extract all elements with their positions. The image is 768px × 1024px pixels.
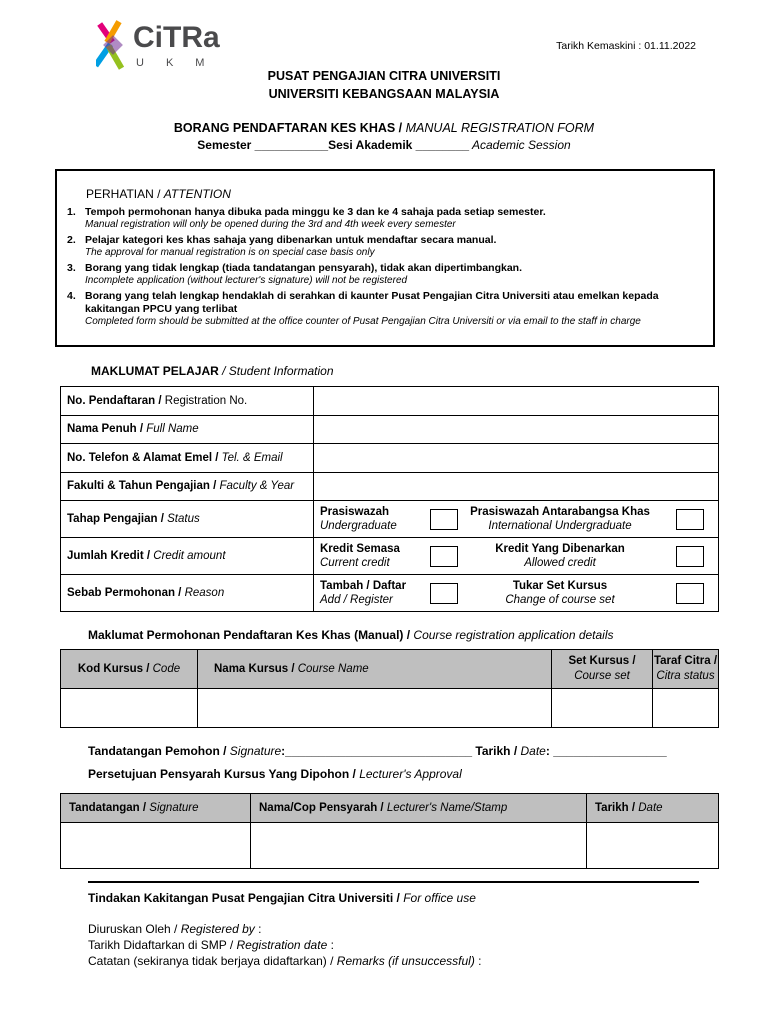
lecturer-approval-title: Persetujuan Pensyarah Kursus Yang Dipohon / Lecturer's Approval — [88, 767, 462, 781]
faculty-year-field[interactable] — [314, 472, 719, 501]
last-updated-date: Tarikh Kemaskini : 01.11.2022 — [556, 40, 696, 52]
col-course-set: Set Kursus / Course set — [552, 650, 653, 689]
applicant-signature-line: Tandatangan Pemohon / Signature:____________________________ Tarikh / Date: _________________ — [88, 744, 667, 758]
remarks-line: Catatan (sekiranya tidak berjaya didaftarkan) / Remarks (if unsuccessful) : — [88, 954, 482, 968]
university-name: UNIVERSITI KEBANGSAAN MALAYSIA — [268, 87, 500, 101]
registration-no-field[interactable] — [314, 387, 719, 416]
semester-line: Semester ___________Sesi Akademik ________ Academic Session — [197, 138, 571, 152]
institution-name: PUSAT PENGAJIAN CITRA UNIVERSITI — [267, 69, 501, 83]
full-name-label: Nama Penuh / Full Name — [61, 415, 314, 444]
attention-list — [67, 206, 707, 331]
approval-table — [60, 793, 719, 869]
credit-options: Kredit Semasa Current credit Kredit Yang Dibenarkan Allowed credit — [314, 538, 719, 575]
col-course-name: Nama Kursus / Course Name — [198, 650, 552, 689]
attention-item: 2. Pelajar kategori kes khas sahaja yang dibenarkan untuk mendaftar secara manual. The approval for manual registration is on special case basis only — [67, 234, 497, 258]
attention-box — [55, 169, 715, 347]
col-lecturer-name: Nama/Cop Pensyarah / Lecturer's Name/Stamp — [251, 794, 587, 823]
registration-no-label: No. Pendaftaran / Registration No. — [61, 387, 314, 416]
student-info-table — [60, 386, 719, 612]
attention-item: 3. Borang yang tidak lengkap (tiada tandatangan pensyarah), tidak akan dipertimbangkan. Incomplete application (without lecturer's signature) will not be registered — [67, 262, 523, 286]
status-options: Prasiswazah Undergraduate Prasiswazah Antarabangsa Khas International Undergraduate — [314, 501, 719, 538]
full-name-field[interactable] — [314, 415, 719, 444]
attention-title: PERHATIAN / ATTENTION — [86, 187, 231, 201]
col-citra-status: Taraf Citra / Citra status — [653, 650, 719, 689]
allowed-credit-box[interactable] — [676, 546, 704, 567]
tel-email-field[interactable] — [314, 444, 719, 473]
status-label: Tahap Pengajian / Status — [61, 501, 314, 538]
logo-wordmark: CiTRa — [133, 21, 220, 54]
current-credit-box[interactable] — [430, 546, 458, 567]
logo-subtitle: UKM — [136, 57, 227, 69]
registration-date-line: Tarikh Didaftarkan di SMP / Registration date : — [88, 938, 334, 952]
col-course-code: Kod Kursus / Code — [61, 650, 198, 689]
faculty-year-label: Fakulti & Tahun Pengajian / Faculty & Year — [61, 472, 314, 501]
attention-item: 4. Borang yang telah lengkap hendaklah di serahkan di kaunter Pusat Pengajian Citra Universiti atau emelkan kepada kakitangan PPCU yang terlibat Completed form should be submitted at the office counter of Pusat Pengajian Citra Universiti or via email to the staff in charge — [67, 290, 659, 327]
registered-by-line: Diuruskan Oleh / Registered by : — [88, 922, 262, 936]
course-table — [60, 649, 719, 728]
reason-label: Sebab Permohonan / Reason — [61, 575, 314, 612]
student-info-title: MAKLUMAT PELAJAR / Student Information — [91, 364, 334, 378]
credit-label: Jumlah Kredit / Credit amount — [61, 538, 314, 575]
col-signature: Tandatangan / Signature — [61, 794, 251, 823]
lecturer-signature-cell[interactable] — [61, 823, 251, 869]
change-course-set-checkbox[interactable] — [676, 583, 704, 604]
lecturer-name-cell[interactable] — [251, 823, 587, 869]
office-use-title: Tindakan Kakitangan Pusat Pengajian Citra Universiti / For office use — [88, 891, 476, 905]
attention-item: 1. Tempoh permohonan hanya dibuka pada minggu ke 3 dan ke 4 sahaja pada setiap semester. Manual registration will only be opened during the 3rd and 4th week every semester — [67, 206, 546, 230]
reason-options: Tambah / Daftar Add / Register Tukar Set Kursus Change of course set — [314, 575, 719, 612]
form-title: BORANG PENDAFTARAN KES KHAS / MANUAL REGISTRATION FORM — [173, 121, 595, 135]
col-date: Tarikh / Date — [587, 794, 719, 823]
undergraduate-checkbox[interactable] — [430, 509, 458, 530]
course-set-cell[interactable] — [552, 689, 653, 728]
course-details-title: Maklumat Permohonan Pendaftaran Kes Khas (Manual) / Course registration application details — [88, 628, 614, 642]
course-name-cell[interactable] — [198, 689, 552, 728]
course-code-cell[interactable] — [61, 689, 198, 728]
office-divider — [88, 881, 699, 883]
international-undergraduate-checkbox[interactable] — [676, 509, 704, 530]
add-register-checkbox[interactable] — [430, 583, 458, 604]
tel-email-label: No. Telefon & Alamat Emel / Tel. & Email — [61, 444, 314, 473]
approval-date-cell[interactable] — [587, 823, 719, 869]
citra-status-cell[interactable] — [653, 689, 719, 728]
